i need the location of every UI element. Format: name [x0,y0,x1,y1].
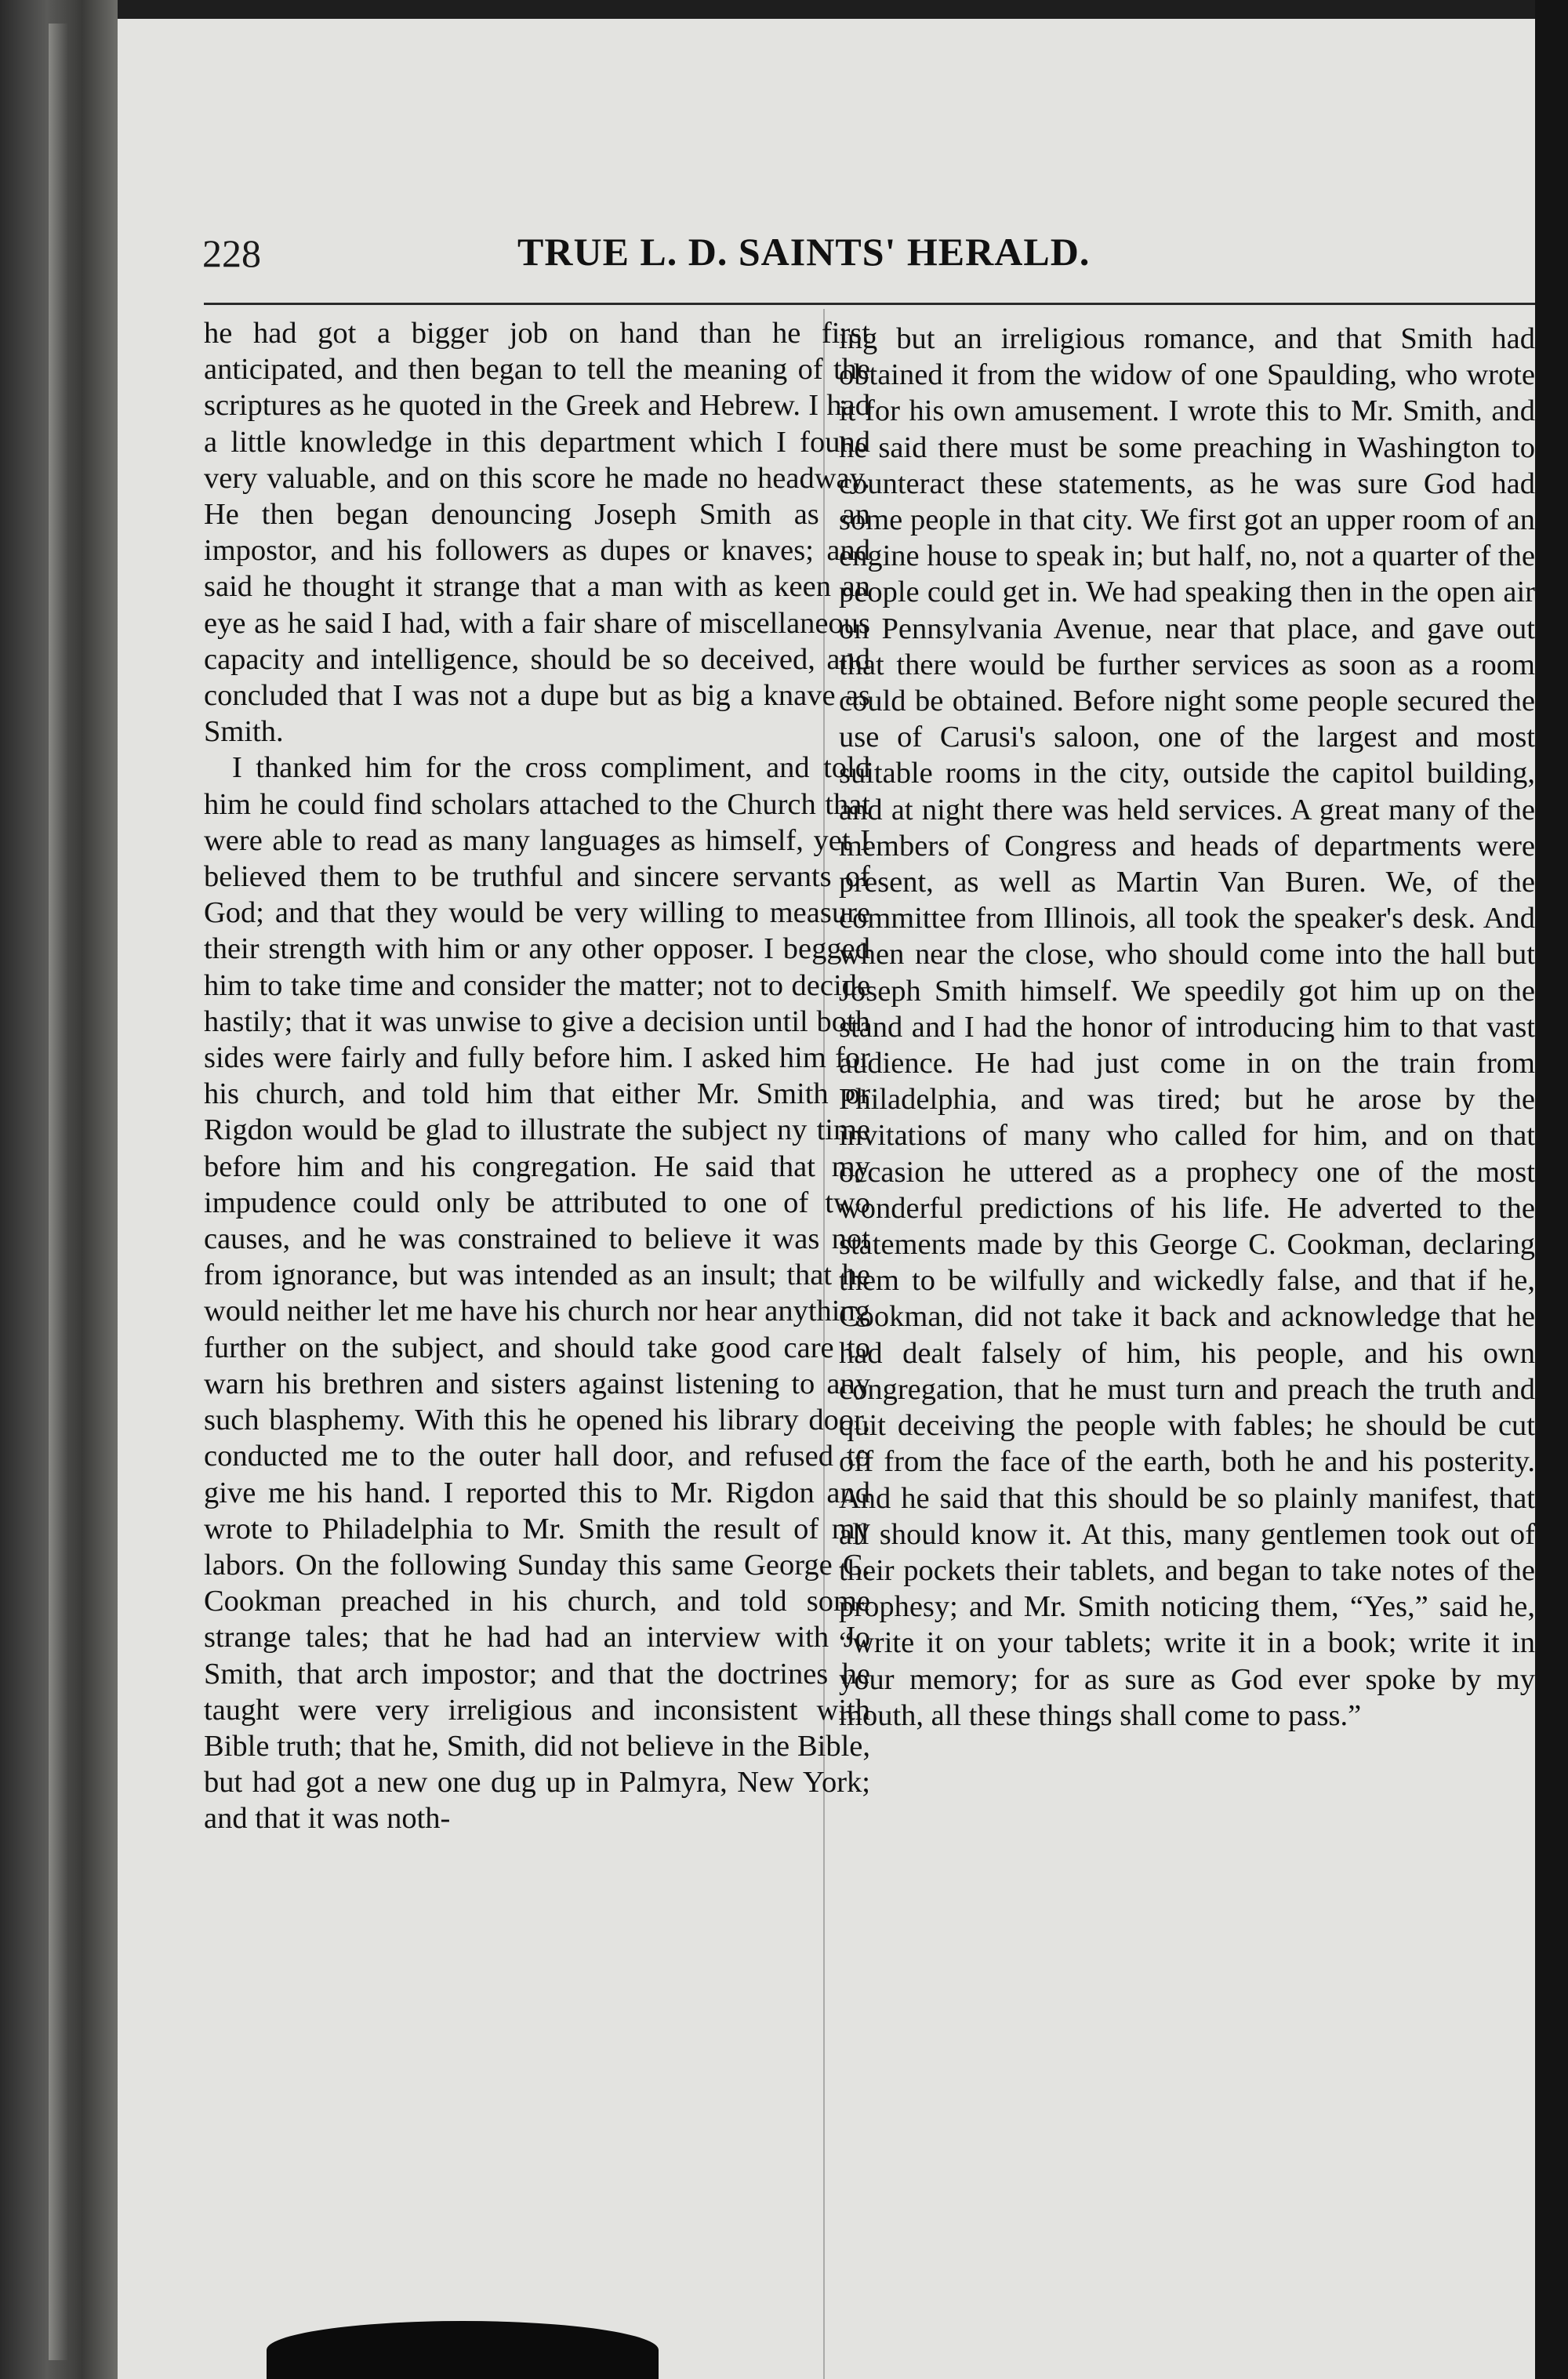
scan-border-right [1535,0,1568,2379]
page [118,19,1535,2379]
running-title: TRUE L. D. SAINTS' HERALD. [517,230,1091,274]
page-stack-edge [49,24,67,2360]
left-column [204,315,870,1837]
scan-thumb-shadow [267,2321,659,2379]
left-paragraph-1: he had got a bigger job on hand than he first anticipated, and then began to tell the meaning of the scriptures as he quoted in the Greek and Hebrew. I had a little knowledge in this department which I found very valuable, and on this score he made no headway. He then began denouncing Joseph Smith as an impostor, and his followers as dupes or knaves; and said he thought it strange that a man with as keen an eye as he said I had, with a fair share of miscellaneous capacity and intelligence, should be so deceived, and concluded that I was not a dupe but as big a knave as Smith. [204,317,870,749]
right-paragraph-1: ing but an irreligious romance, and that Smith had obtained it from the widow of one Spaulding, who wrote it for his own amusement. I wrote this to Mr. Smith, and he said there must be some preaching in Washington to counteract these statements, as he was sure God had some people in that city. We first got an upper room of an engine house to speak in; but half, no, not a quarter of the people could get in. We had speaking then in the open air on Pennsylvania Avenue, near that place, and gave out that there would be further services as soon as a room could be obtained. Before night some people secured the use of Carusi's saloon, one of the largest and most suitable rooms in the city, outside the capitol building, and at night there was held services. A great many of the members of Congress and heads of departments were present, as well as Martin Van Buren. We, of the committee from Illinois, all took the speaker's desk. And when near the close, who should come into the hall but Joseph Smith himself. We speedily got him up on the stand and I had the honor of introducing him to that vast audience. He had just come in on the train from Philadelphia, and was tired; but he arose by the invitations of many who called for him, and on that occasion he uttered as a prophecy one of the most wonderful predictions of his life. He adverted to the statements made by this George C. Cookman, declaring them to be wilfully and wickedly false, and that if he, Cookman, did not take it back and acknowledge that he had dealt falsely of him, his people, and his own congregation, that he must turn and preach the truth and quit deceiving the people with fables; he should be cut off from the face of the earth, both he and his posterity. And he said that this should be so plainly manifest, that all should know it. At this, many gentlemen took out of their pockets their tablets, and began to take notes of the prophesy; and Mr. Smith noticing them, “Yes,” said he, “write it on your tablets; write it in a book; write it in your memory; for as sure as God ever spoke by my mouth, all these things shall come to pass.” [839,322,1535,1732]
book-spine-edge [0,0,118,2379]
right-column [839,321,1535,1734]
page-number: 228 [202,231,261,275]
left-paragraph-2: I thanked him for the cross compliment, and told him he could find scholars attached to the Church that were able to read as many languages as himself, yet I believed them to be truthful and sincere servants of God; and that they would be very willing to measure their strength with him or any other opposer. I begged him to take time and consider the matter; not to decide hastily; that it was unwise to give a decision until both sides were fairly and fully before him. I asked him for his church, and told him that either Mr. Smith or Rigdon would be glad to illustrate the subject ny time before him and his congregation. He said that my impudence could only be attributed to one of two causes, and he was constrained to believe it was not from ignorance, but was intended as an insult; that he would neither let me have his church nor hear anything further on the subject, and should take good care to warn his brethren and sisters against listening to any such blasphemy. With this he opened his library door, conducted me to the outer hall door, and refused to give me his hand. I reported this to Mr. Rigdon and wrote to Philadelphia to Mr. Smith the result of my labors. On the following Sunday this same George C. Cookman preached in his church, and told some strange tales; that he had had an interview with Jo Smith, that arch impostor; and that the doctrines he taught were very irreligious and inconsistent with Bible truth; that he, Smith, did not believe in the Bible, but had got a new one dug up in Palmyra, New York; and that it was noth- [204,751,870,1836]
header-rule [204,303,1537,305]
